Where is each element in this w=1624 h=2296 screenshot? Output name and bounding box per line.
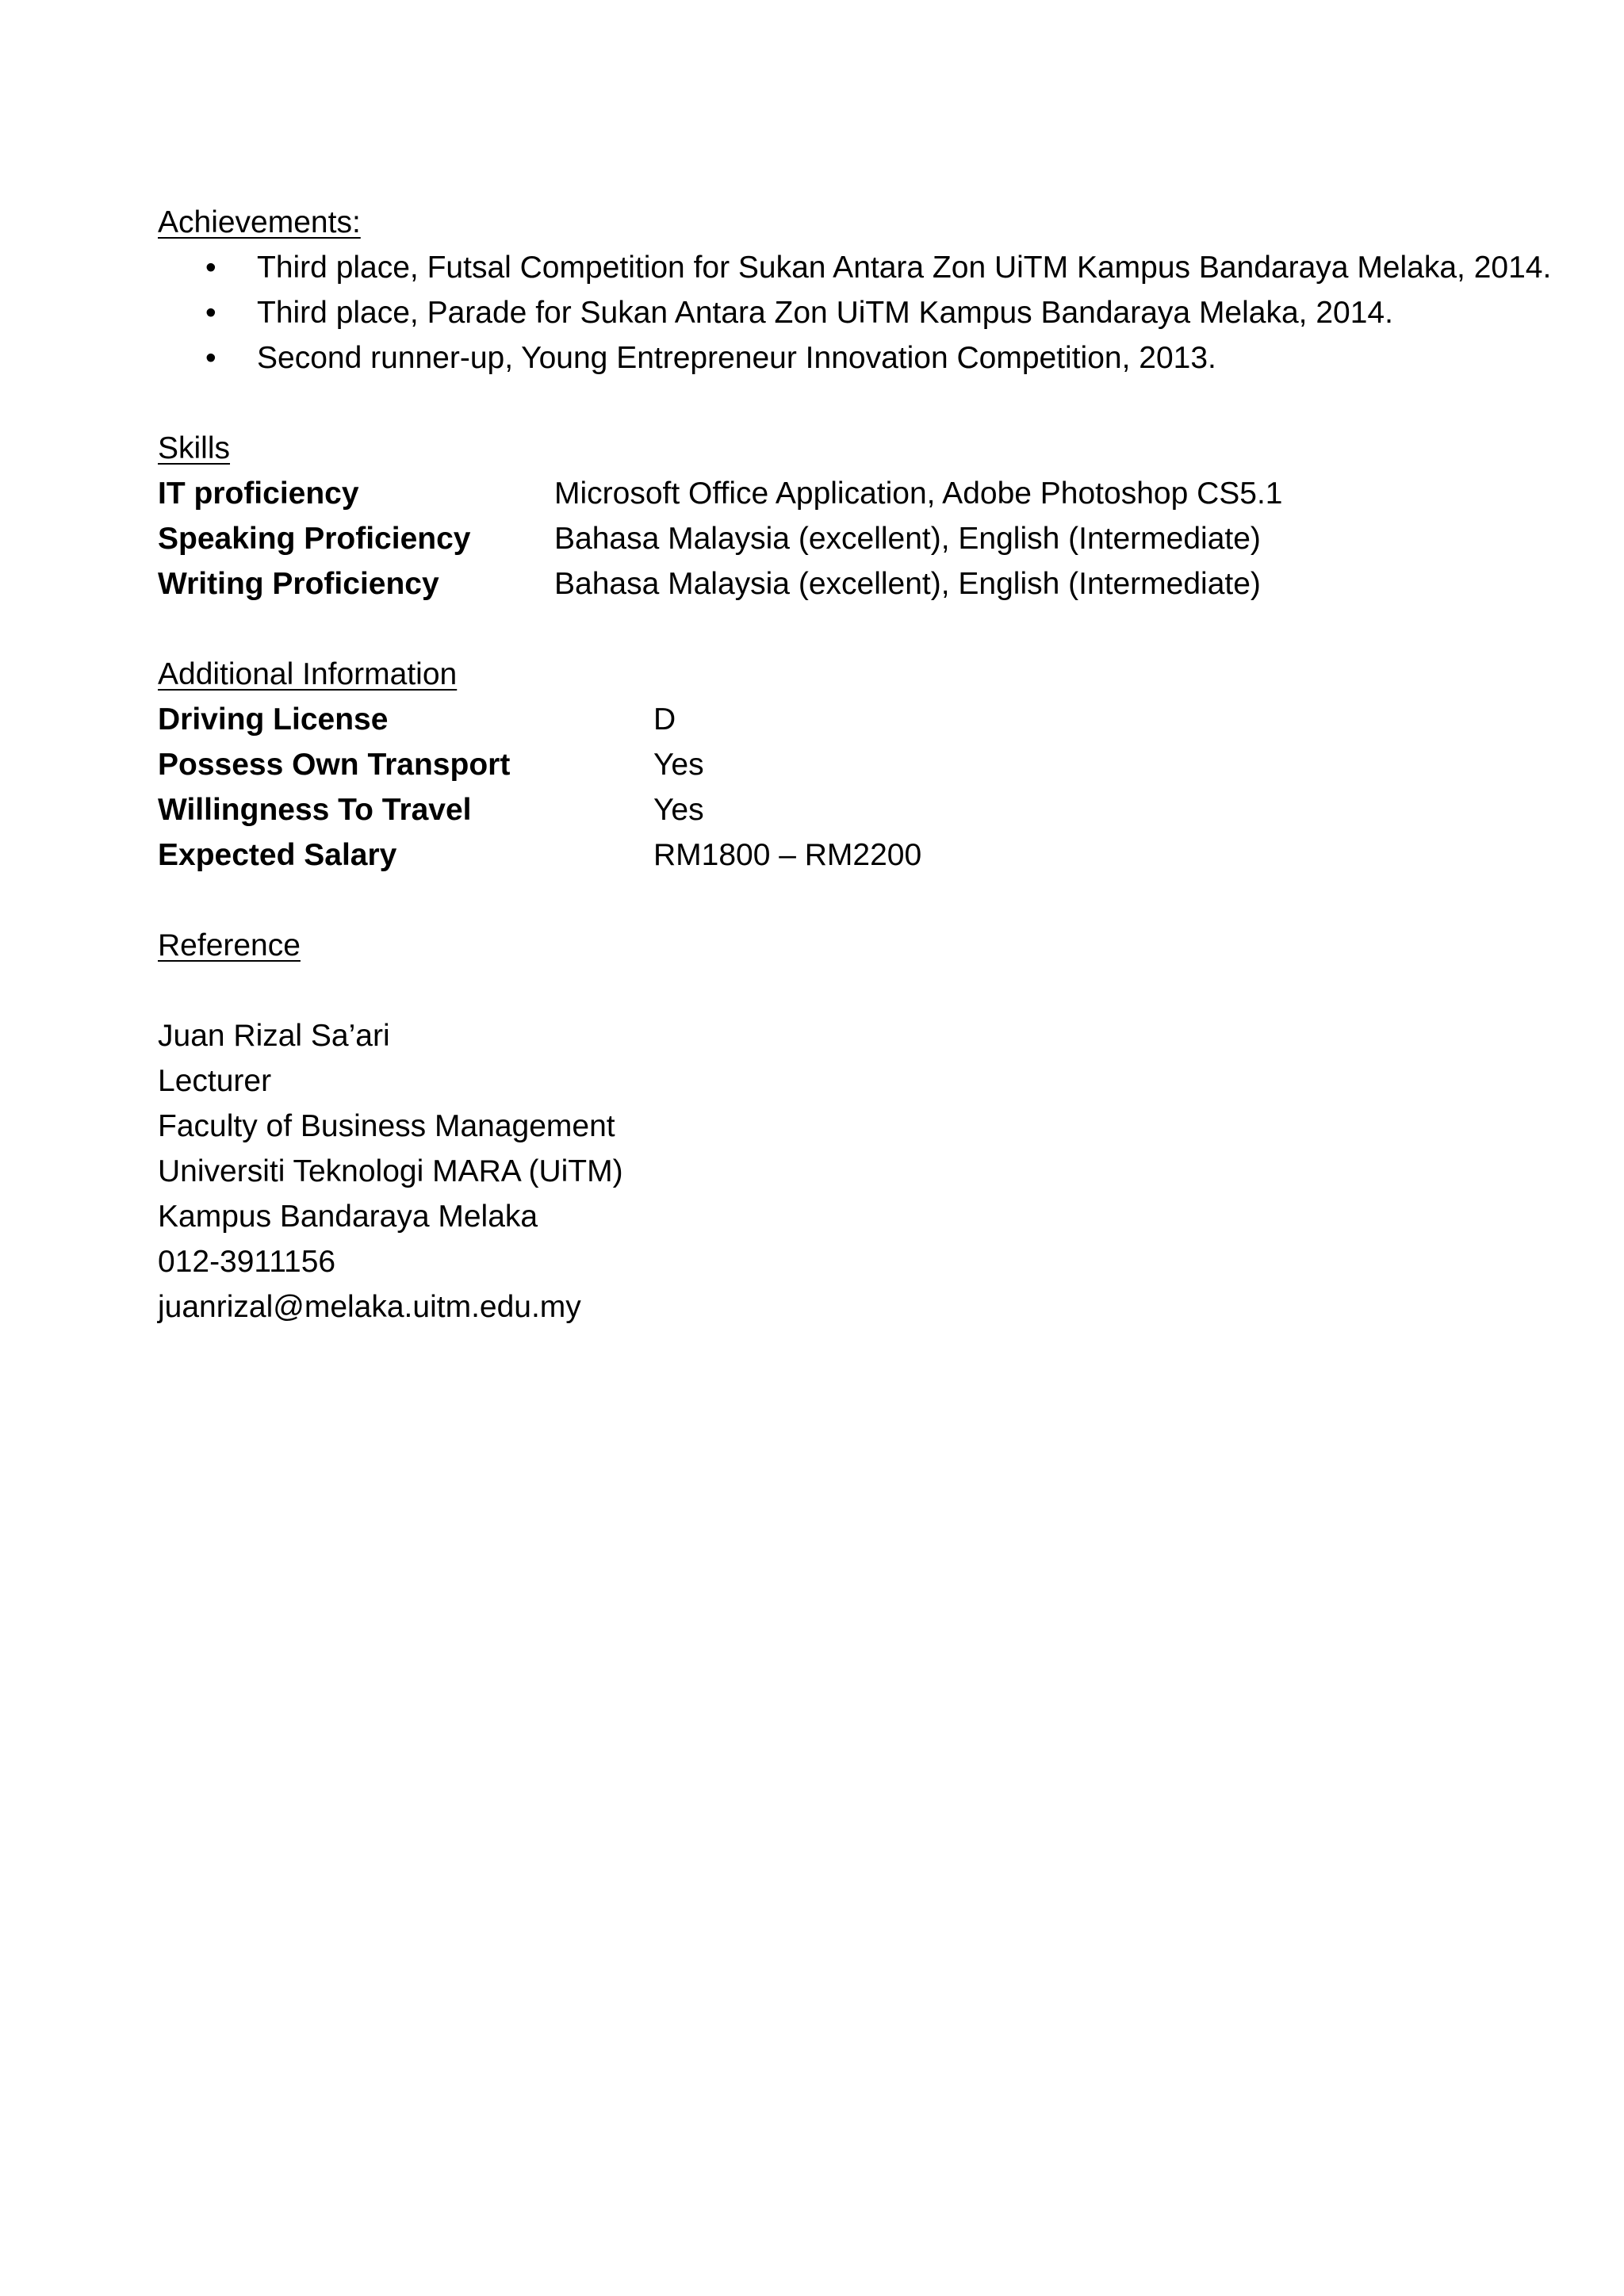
skill-value: Microsoft Office Application, Adobe Photoshop CS5.1 bbox=[554, 476, 1283, 511]
reference-email: juanrizal@melaka.uitm.edu.my bbox=[158, 1290, 581, 1324]
skill-label: Speaking Proficiency bbox=[158, 522, 471, 556]
info-value: RM1800 – RM2200 bbox=[653, 838, 922, 872]
achievements-heading: Achievements: bbox=[158, 205, 361, 239]
info-value: Yes bbox=[653, 748, 704, 782]
achievements-section bbox=[158, 200, 1624, 381]
achievement-text: Third place, Parade for Sukan Antara Zon UiTM Kampus Bandaraya Melaka, 2014. bbox=[257, 296, 1393, 330]
skill-value: Bahasa Malaysia (excellent), English (Intermediate) bbox=[554, 522, 1261, 556]
skills-heading: Skills bbox=[158, 431, 231, 465]
achievement-text: Second runner-up, Young Entrepreneur Innovation Competition, 2013. bbox=[257, 341, 1216, 375]
list-item bbox=[158, 335, 1605, 381]
info-label: Possess Own Transport bbox=[158, 748, 511, 782]
reference-phone: 012-3911156 bbox=[158, 1245, 336, 1279]
info-row bbox=[158, 697, 1624, 742]
skill-label: Writing Proficiency bbox=[158, 567, 439, 601]
info-value: D bbox=[653, 702, 676, 737]
bullet-icon: • bbox=[205, 296, 216, 330]
reference-faculty: Faculty of Business Management bbox=[158, 1109, 615, 1143]
info-label: Willingness To Travel bbox=[158, 793, 472, 827]
skill-row bbox=[158, 516, 1624, 561]
info-value: Yes bbox=[653, 793, 704, 827]
additional-information-heading: Additional Information bbox=[158, 657, 458, 691]
skill-row bbox=[158, 471, 1624, 516]
info-row bbox=[158, 787, 1624, 832]
reference-section bbox=[158, 923, 1624, 1330]
info-row bbox=[158, 832, 1624, 878]
reference-university: Universiti Teknologi MARA (UiTM) bbox=[158, 1154, 623, 1188]
achievement-text: Third place, Futsal Competition for Sukan Antara Zon UiTM Kampus Bandaraya Melaka, 2014. bbox=[257, 251, 1552, 285]
skill-label: IT proficiency bbox=[158, 476, 359, 511]
bullet-icon: • bbox=[205, 341, 216, 375]
info-label: Driving License bbox=[158, 702, 389, 737]
additional-information-section bbox=[158, 652, 1624, 878]
skill-row bbox=[158, 561, 1624, 607]
achievements-list bbox=[158, 245, 1624, 381]
bullet-icon: • bbox=[205, 251, 216, 285]
spacer bbox=[158, 968, 1624, 1013]
spacer bbox=[158, 878, 1624, 923]
info-row bbox=[158, 742, 1624, 787]
reference-title: Lecturer bbox=[158, 1064, 272, 1098]
skills-section bbox=[158, 426, 1624, 607]
spacer bbox=[158, 607, 1624, 652]
reference-name: Juan Rizal Sa’ari bbox=[158, 1019, 390, 1053]
list-item bbox=[158, 245, 1605, 290]
info-label: Expected Salary bbox=[158, 838, 397, 872]
reference-campus: Kampus Bandaraya Melaka bbox=[158, 1200, 538, 1234]
list-item bbox=[158, 290, 1605, 335]
skill-value: Bahasa Malaysia (excellent), English (Intermediate) bbox=[554, 567, 1261, 601]
reference-heading: Reference bbox=[158, 928, 301, 962]
spacer bbox=[158, 381, 1624, 426]
